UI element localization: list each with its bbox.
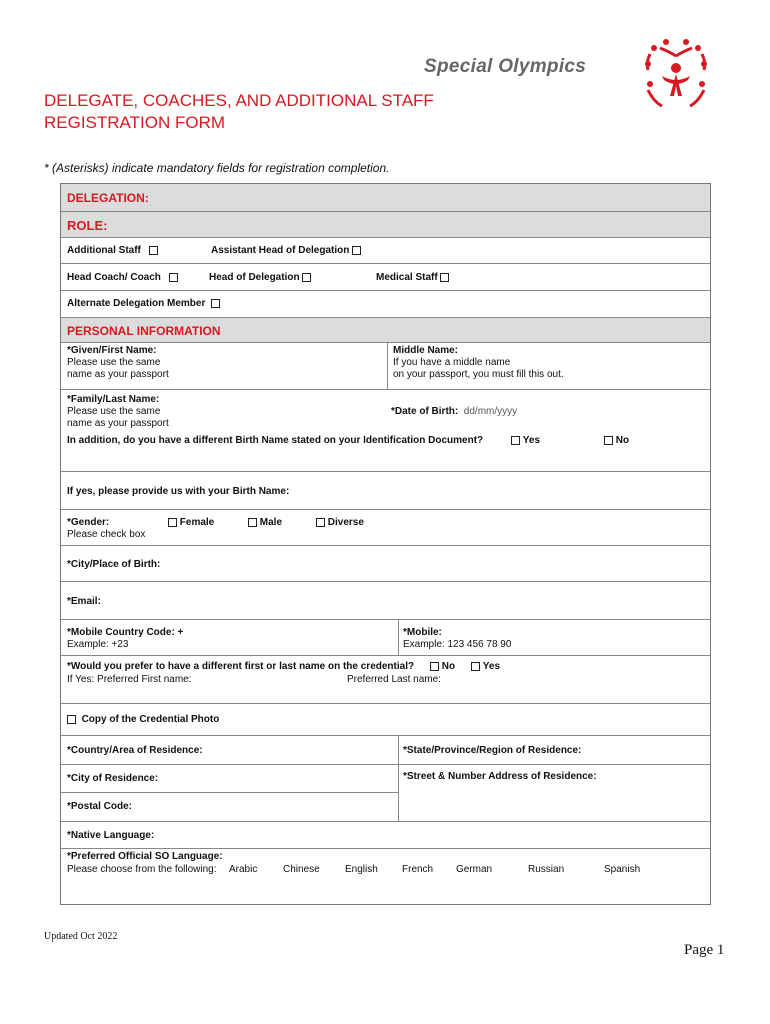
role-head-delegation[interactable]: [209, 272, 311, 284]
birth-name-no[interactable]: [604, 435, 629, 447]
role-alternate-member-label: Alternate Delegation Member: [67, 298, 206, 309]
so-language-label: *Preferred Official SO Language:: [67, 851, 223, 862]
role-medical-staff-label: Medical Staff: [376, 272, 438, 283]
credential-photo[interactable]: [67, 714, 219, 726]
role-head-coach-checkbox[interactable]: [169, 273, 178, 282]
middle-name-label: Middle Name:: [393, 345, 459, 356]
role-alternate-member[interactable]: [67, 298, 220, 310]
so-language-hint: Please choose from the following:: [67, 864, 217, 875]
personal-info-label: PERSONAL INFORMATION: [67, 324, 221, 338]
city-birth-label: *City/Place of Birth:: [67, 559, 161, 570]
gender-male[interactable]: [248, 517, 282, 529]
divider: [61, 792, 398, 793]
given-name-label: *Given/First Name:: [67, 345, 157, 356]
role-head-delegation-checkbox[interactable]: [302, 273, 311, 282]
registration-form: [60, 183, 711, 905]
cred-name-yes-checkbox[interactable]: [471, 662, 480, 671]
divider: [61, 619, 710, 620]
divider: [61, 581, 710, 582]
divider: [61, 821, 710, 822]
mobile-label: *Mobile:: [403, 627, 442, 638]
role-assistant-head[interactable]: [211, 245, 361, 257]
birth-name-question: In addition, do you have a different Birth Name stated on your Identification Document?: [67, 435, 484, 446]
page-number: Page 1: [684, 942, 725, 958]
middle-name-hint: If you have a middle name: [393, 357, 511, 368]
gender-hint: Please check box: [67, 529, 146, 540]
delegation-band[interactable]: [61, 184, 710, 212]
special-olympics-logo-icon: [640, 34, 712, 114]
birth-name-yes[interactable]: [511, 435, 540, 447]
language-option[interactable]: Arabic: [229, 864, 258, 875]
divider: [61, 703, 710, 704]
given-name-hint: name as your passport: [67, 369, 169, 380]
mobile-example: Example: 123 456 78 90: [403, 639, 512, 650]
birth-name-no-checkbox[interactable]: [604, 436, 613, 445]
dob-label: *Date of Birth:: [391, 406, 459, 417]
divider: [61, 509, 710, 510]
role-medical-staff-checkbox[interactable]: [440, 273, 449, 282]
divider: [61, 764, 710, 765]
birth-name-yes-checkbox[interactable]: [511, 436, 520, 445]
credential-photo-checkbox[interactable]: [67, 715, 76, 724]
credential-photo-label: Copy of the Credential Photo: [81, 714, 220, 725]
gender-diverse-label: Diverse: [327, 517, 364, 528]
preferred-first-name-label: If Yes: Preferred First name:: [67, 674, 192, 685]
personal-info-band: [61, 317, 710, 343]
form-title-line1: DELEGATE, COACHES, AND ADDITIONAL STAFF: [44, 91, 434, 110]
role-head-coach-label: Head Coach/ Coach: [67, 272, 161, 283]
mobile-code-example: Example: +23: [67, 639, 129, 650]
gender-diverse-checkbox[interactable]: [316, 518, 325, 527]
role-assistant-head-label: Assistant Head of Delegation: [211, 245, 350, 256]
birth-name-prompt: If yes, please provide us with your Birth Name:: [67, 486, 290, 497]
dob-field[interactable]: [391, 406, 517, 418]
native-language-label: *Native Language:: [67, 830, 155, 841]
given-name-hint: Please use the same: [67, 357, 161, 368]
gender-label: *Gender:: [67, 517, 110, 528]
language-option[interactable]: Spanish: [604, 864, 641, 875]
brand-wordmark: Special Olympics: [424, 56, 587, 77]
divider: [398, 735, 399, 821]
language-option[interactable]: English: [345, 864, 378, 875]
cred-name-question: *Would you prefer to have a different first or last name on the credential?: [67, 661, 415, 672]
role-additional-staff-checkbox[interactable]: [149, 246, 158, 255]
gender-male-checkbox[interactable]: [248, 518, 257, 527]
role-assistant-head-checkbox[interactable]: [352, 246, 361, 255]
street-label: *Street & Number Address of Residence:: [403, 771, 597, 782]
cred-name-yes[interactable]: [471, 661, 500, 673]
language-option[interactable]: German: [456, 864, 493, 875]
divider: [61, 389, 710, 390]
delegation-label: DELEGATION:: [67, 191, 149, 205]
preferred-last-name-label: Preferred Last name:: [347, 674, 441, 685]
language-option[interactable]: Chinese: [283, 864, 320, 875]
family-name-hint: Please use the same: [67, 406, 161, 417]
city-residence-label: *City of Residence:: [67, 773, 159, 784]
divider: [387, 343, 388, 389]
role-alternate-member-checkbox[interactable]: [211, 299, 220, 308]
middle-name-hint: on your passport, you must fill this out.: [393, 369, 564, 380]
gender-female-label: Female: [179, 517, 215, 528]
gender-diverse[interactable]: [316, 517, 364, 529]
language-option[interactable]: French: [402, 864, 434, 875]
birth-name-no-label: No: [615, 435, 630, 446]
gender-male-label: Male: [259, 517, 283, 528]
family-name-hint: name as your passport: [67, 418, 169, 429]
country-label: *Country/Area of Residence:: [67, 745, 203, 756]
family-name-label: *Family/Last Name:: [67, 394, 160, 405]
form-title-line2: REGISTRATION FORM: [44, 113, 226, 132]
divider: [61, 545, 710, 546]
divider: [61, 263, 710, 264]
role-medical-staff[interactable]: [376, 272, 449, 284]
dob-format: dd/mm/yyyy: [463, 406, 518, 417]
divider: [61, 290, 710, 291]
cred-name-no[interactable]: [430, 661, 455, 673]
birth-name-yes-label: Yes: [522, 435, 541, 446]
divider: [398, 619, 399, 655]
role-additional-staff[interactable]: [67, 245, 158, 257]
mobile-code-label: *Mobile Country Code: +: [67, 627, 184, 638]
cred-name-no-label: No: [441, 661, 456, 672]
mandatory-note: * (Asterisks) indicate mandatory fields for registration completion.: [44, 161, 390, 175]
divider: [61, 735, 710, 736]
role-label: ROLE:: [67, 218, 108, 233]
form-title: [44, 90, 564, 134]
postal-code-label: *Postal Code:: [67, 801, 133, 812]
cred-name-yes-label: Yes: [482, 661, 501, 672]
role-head-coach[interactable]: [67, 272, 178, 284]
gender-female-checkbox[interactable]: [168, 518, 177, 527]
state-label: *State/Province/Region of Residence:: [403, 745, 582, 756]
role-band: [61, 212, 710, 238]
divider: [61, 848, 710, 849]
gender-female[interactable]: [168, 517, 214, 529]
divider: [61, 471, 710, 472]
email-label: *Email:: [67, 596, 101, 607]
role-additional-staff-label: Additional Staff: [67, 245, 141, 256]
updated-date: Updated Oct 2022: [44, 931, 118, 942]
cred-name-no-checkbox[interactable]: [430, 662, 439, 671]
role-head-delegation-label: Head of Delegation: [209, 272, 300, 283]
language-option[interactable]: Russian: [528, 864, 565, 875]
divider: [61, 655, 710, 656]
